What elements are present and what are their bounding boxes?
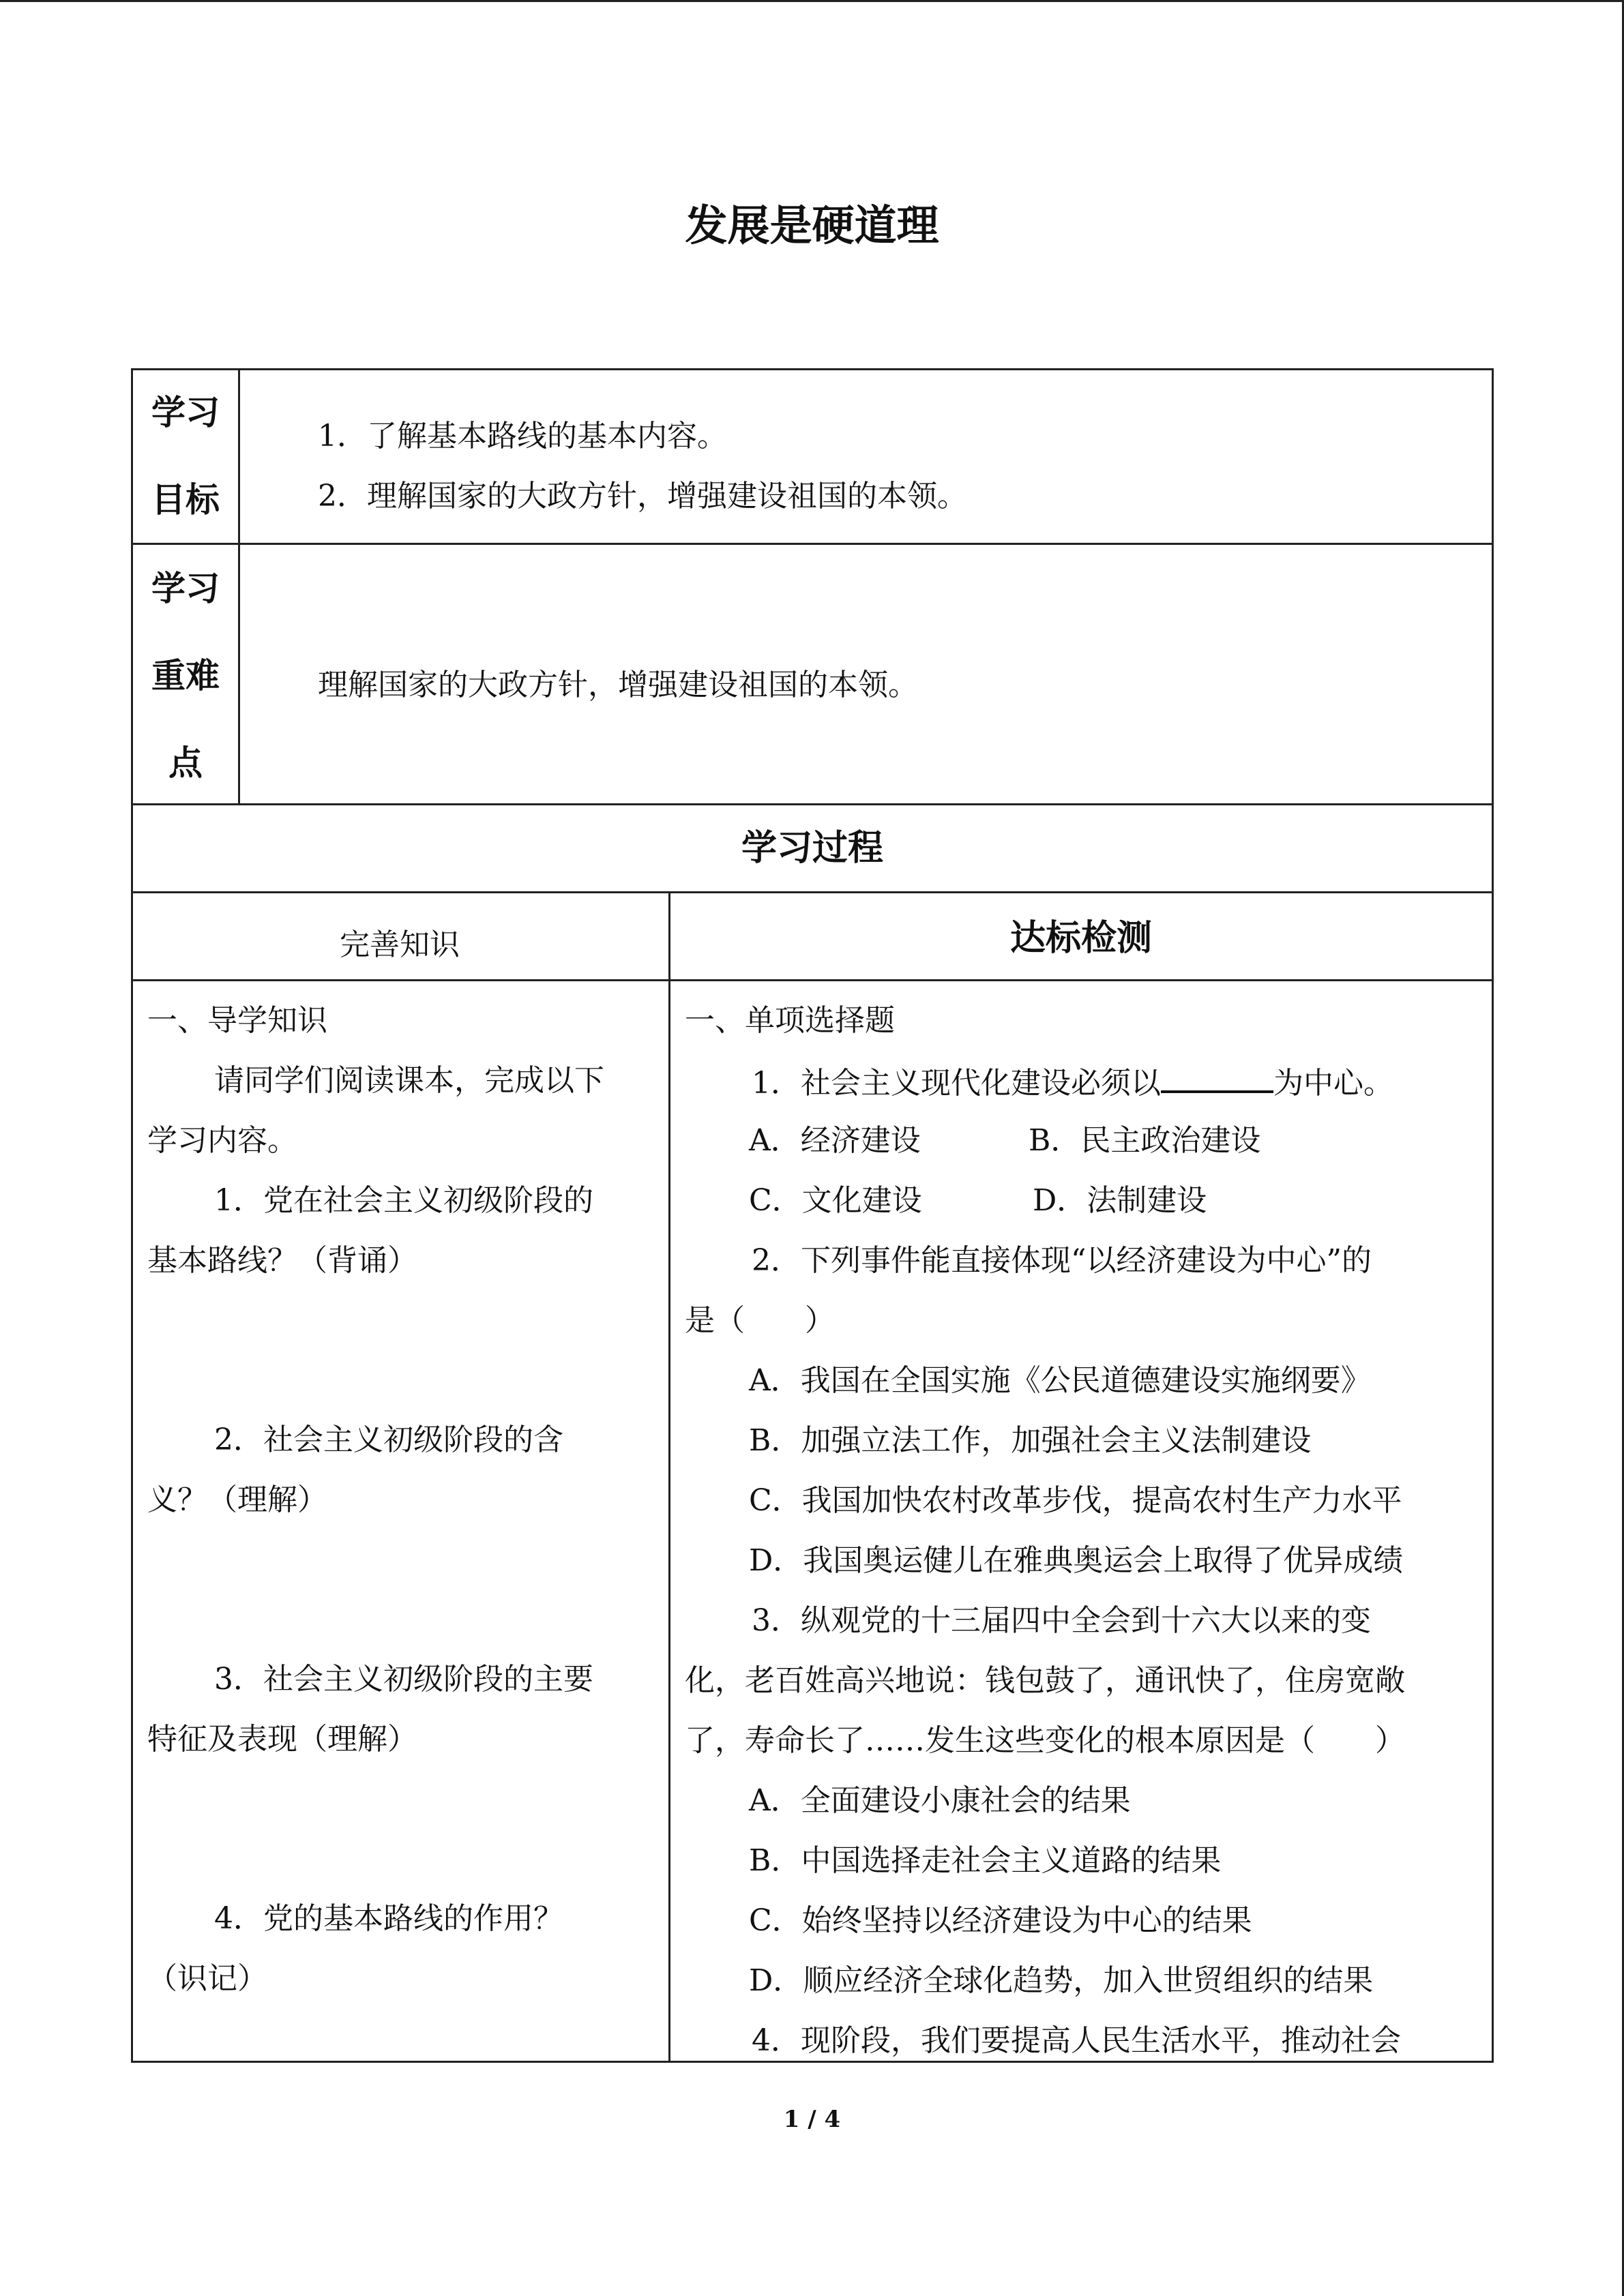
right-section-title: 一、单项选择题 (685, 1003, 895, 1038)
keypoints-label-line1: 学习 (151, 569, 220, 608)
left-intro-line1: 请同学们阅读课本，完成以下 (214, 1063, 604, 1098)
left-q3-line2: 特征及表现（理解） (147, 1722, 417, 1757)
left-q2-line2: 义？（理解） (147, 1482, 327, 1517)
process-heading: 学习过程 (741, 828, 883, 869)
keypoints-text: 理解国家的大政方针，增强建设祖国的本领。 (318, 668, 918, 702)
right-q3-line2: 化，老百姓高兴地说：钱包鼓了，通讯快了，住房宽敞 (685, 1663, 1405, 1698)
row-divider-keypoints (131, 803, 1494, 805)
content-column-divider (668, 891, 670, 2063)
right-q3-option-a: A．全面建设小康社会的结果 (749, 1783, 1131, 1818)
left-q3-line1: 3．社会主义初级阶段的主要 (214, 1662, 593, 1697)
right-q4-line1: 4．现阶段，我们要提高人民生活水平，推动社会 (752, 2023, 1401, 2058)
right-q1-stem-post: 为中心。 (1273, 1066, 1393, 1101)
left-section-title: 一、导学知识 (147, 1003, 327, 1038)
left-intro-line2: 学习内容。 (147, 1123, 297, 1158)
right-q3-option-b: B．中国选择走社会主义道路的结果 (749, 1843, 1222, 1878)
left-q4-line2: （识记） (147, 1961, 267, 1996)
row-divider-subheads (131, 979, 1494, 981)
left-q1-line1: 1．党在社会主义初级阶段的 (214, 1183, 593, 1218)
keypoints-label-line2: 重难 (151, 656, 220, 696)
right-q3-line3: 了，寿命长了……发生这些变化的根本原因是（ ） (685, 1723, 1405, 1758)
goals-label-line1: 学习 (151, 393, 220, 432)
keypoints-label-line3: 点 (168, 743, 203, 783)
right-q1-stem-pre: 1．社会主义现代化建设必须以 (752, 1066, 1161, 1101)
right-q1-option-b: B．民主政治建设 (1029, 1123, 1261, 1158)
goal-item-2: 2．理解国家的大政方针，增强建设祖国的本领。 (318, 479, 967, 513)
right-q2-option-a: A．我国在全国实施《公民道德建设实施纲要》 (749, 1363, 1371, 1398)
right-q1-option-d: D．法制建设 (1033, 1183, 1207, 1218)
page-edge-top (0, 0, 1624, 2)
right-q2-line2: 是（ ） (685, 1303, 835, 1338)
right-q2-option-d: D．我国奥运健儿在雅典奥运会上取得了优异成绩 (749, 1543, 1404, 1578)
left-column-heading: 完善知识 (340, 927, 460, 962)
right-q2-line1: 2．下列事件能直接体现“以经济建设为中心”的 (752, 1243, 1372, 1278)
right-q3-line1: 3．纵观党的十三届四中全会到十六大以来的变 (752, 1603, 1371, 1638)
page-number: 1 / 4 (783, 2106, 841, 2133)
left-q4-line1: 4．党的基本路线的作用？ (214, 1901, 563, 1936)
right-q3-option-d: D．顺应经济全球化趋势，加入世贸组织的结果 (749, 1963, 1374, 1998)
right-q2-option-c: C．我国加快农村改革步伐，提高农村生产力水平 (749, 1483, 1402, 1518)
document-title: 发展是硬道理 (685, 200, 939, 250)
row-divider-goals (131, 543, 1494, 545)
right-q3-option-c: C．始终坚持以经济建设为中心的结果 (749, 1903, 1252, 1938)
right-q2-option-b: B．加强立法工作，加强社会主义法制建设 (749, 1423, 1312, 1458)
goal-item-1: 1．了解基本路线的基本内容。 (318, 419, 727, 453)
left-q2-line1: 2．社会主义初级阶段的含 (214, 1422, 563, 1457)
right-column-heading: 达标检测 (1009, 918, 1152, 959)
row-divider-process (131, 891, 1494, 893)
right-q1-option-c: C．文化建设 (749, 1183, 922, 1218)
right-q1-option-a: A．经济建设 (749, 1123, 921, 1158)
right-q1-stem (752, 1066, 1393, 1099)
left-q1-line2: 基本路线？（背诵） (147, 1243, 417, 1278)
answer-blank (1161, 1066, 1273, 1093)
goals-label-line2: 目标 (151, 480, 220, 520)
